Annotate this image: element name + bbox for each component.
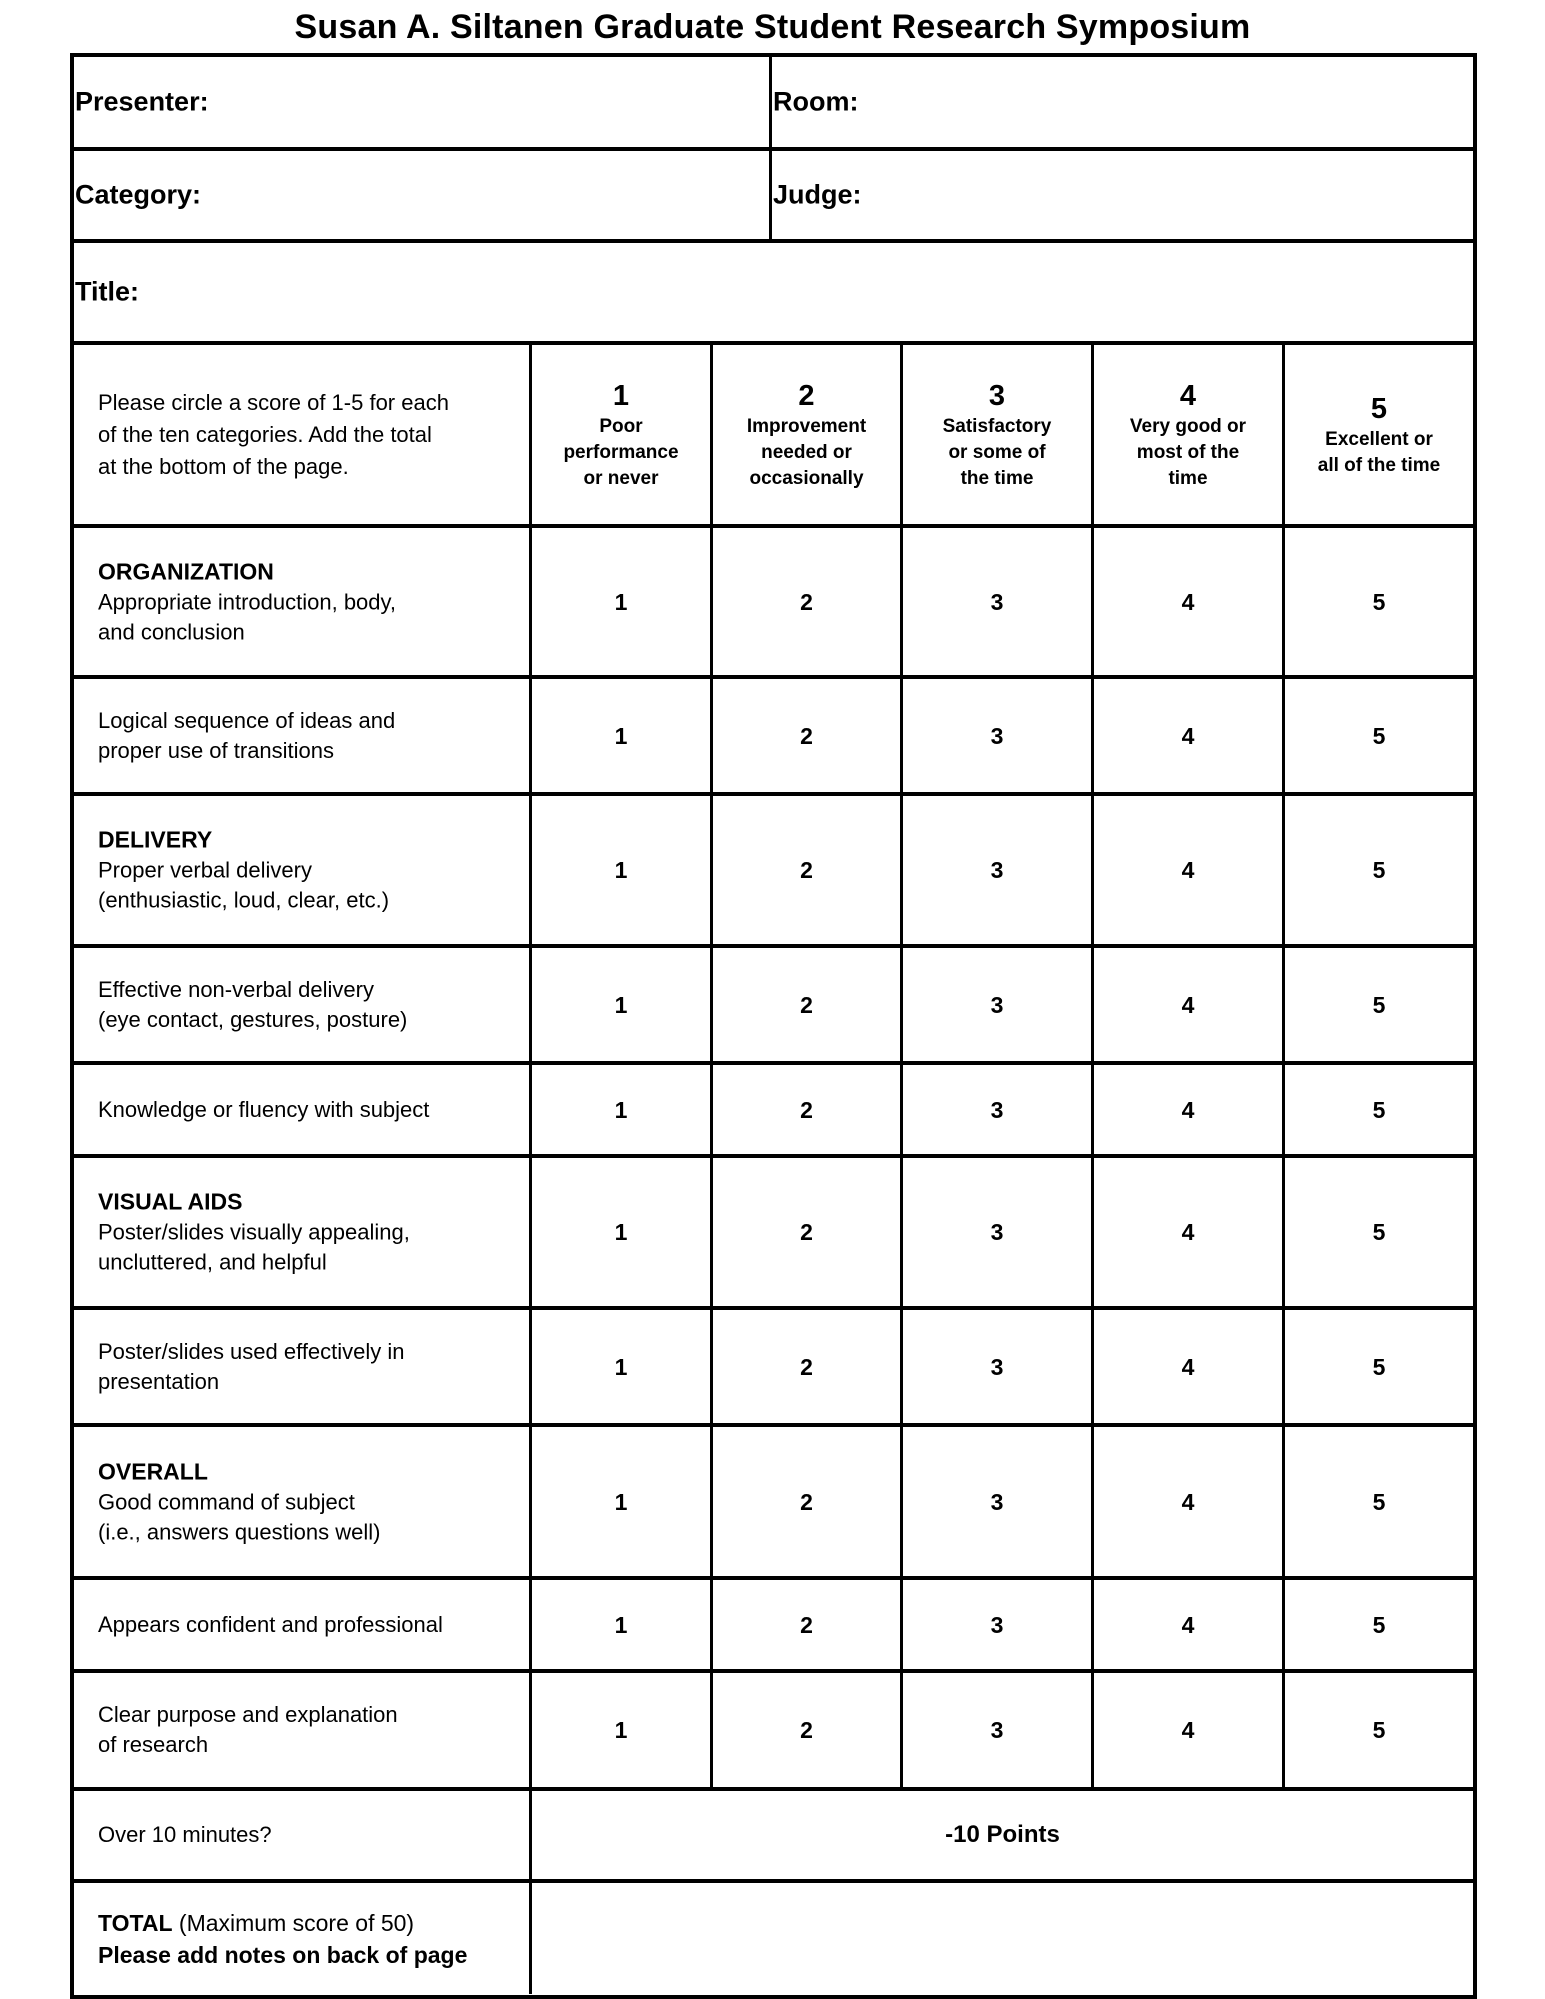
score-option-cell[interactable] [532, 1158, 713, 1306]
score-option[interactable]: 3 [990, 1219, 1004, 1245]
judge-label: Judge: [773, 179, 862, 210]
criterion-text [98, 1095, 523, 1125]
score-option[interactable]: 5 [1372, 722, 1386, 749]
info-row-presenter-room [74, 57, 1473, 147]
score-option[interactable]: 5 [1372, 588, 1386, 615]
score-option-cell[interactable] [903, 528, 1094, 675]
score-option-cell[interactable] [1094, 1580, 1285, 1669]
score-option[interactable]: 3 [990, 1611, 1004, 1638]
score-option-cell[interactable] [1285, 1427, 1473, 1576]
criterion-description: (eye contact, gestures, posture) [98, 1006, 408, 1032]
scale-score: 4 [1179, 379, 1197, 412]
scale-description: the time [960, 467, 1034, 489]
score-option-cell[interactable] [532, 1580, 713, 1669]
penalty-value-cell[interactable] [532, 1791, 1473, 1879]
score-option-cell[interactable] [1094, 1673, 1285, 1787]
criterion-row [74, 1576, 1473, 1669]
score-option-cell[interactable] [1094, 1065, 1285, 1154]
criterion-description-cell [74, 528, 532, 675]
criterion-text [98, 1187, 523, 1278]
criterion-description-cell [74, 1580, 532, 1669]
criterion-description: Poster/slides used effectively in [98, 1338, 405, 1364]
score-option[interactable]: 4 [1181, 1219, 1195, 1245]
total-label-wrap [98, 1907, 523, 1971]
instructions-line: of the ten categories. Add the total [98, 421, 432, 447]
score-option[interactable]: 5 [1372, 1611, 1386, 1638]
penalty-label-cell [74, 1791, 532, 1879]
scale-header-content [1285, 391, 1473, 479]
total-label-cell [74, 1883, 532, 1994]
criterion-text [98, 556, 523, 647]
scale-description: time [1168, 467, 1208, 489]
score-option[interactable]: 1 [614, 1353, 628, 1380]
criterion-description: (i.e., answers questions well) [98, 1519, 381, 1544]
score-option-cell[interactable] [532, 1673, 713, 1787]
score-option-cell[interactable] [532, 948, 713, 1061]
scale-description: Poor [599, 415, 643, 437]
score-option[interactable]: 4 [1181, 722, 1195, 749]
score-option[interactable]: 2 [800, 588, 813, 615]
score-option[interactable]: 2 [800, 1096, 813, 1123]
score-option-cell[interactable] [713, 1673, 903, 1787]
presenter-field[interactable] [74, 57, 772, 147]
criterion-description: Knowledge or fluency with subject [98, 1096, 430, 1122]
criterion-description: Logical sequence of ideas and [98, 707, 396, 733]
scale-header-5 [1285, 345, 1473, 524]
score-option-cell[interactable] [1094, 948, 1285, 1061]
score-option[interactable]: 2 [800, 857, 813, 883]
score-option[interactable]: 1 [614, 857, 628, 883]
criterion-description: uncluttered, and helpful [98, 1249, 327, 1275]
criterion-description-cell [74, 1427, 532, 1576]
scale-header-2 [713, 345, 903, 524]
score-option[interactable]: 5 [1372, 1717, 1386, 1743]
score-option-cell[interactable] [713, 1065, 903, 1154]
score-option-cell[interactable] [1094, 1310, 1285, 1423]
criterion-description-cell [74, 1310, 532, 1423]
penalty-label: Over 10 minutes? [98, 1822, 272, 1847]
criterion-row [74, 524, 1473, 675]
criterion-text [98, 825, 523, 916]
score-option-cell[interactable] [1285, 796, 1473, 944]
score-option[interactable]: 3 [990, 1096, 1004, 1123]
scale-header-3 [903, 345, 1094, 524]
scale-description: Excellent or [1325, 428, 1433, 450]
score-option-cell[interactable] [713, 948, 903, 1061]
score-option-cell[interactable] [532, 796, 713, 944]
score-option[interactable]: 4 [1181, 1488, 1195, 1515]
score-option-cell[interactable] [1285, 1158, 1473, 1306]
score-option[interactable]: 3 [990, 1488, 1004, 1515]
criterion-row [74, 1423, 1473, 1576]
score-option[interactable]: 2 [800, 1717, 813, 1743]
scale-header-1 [532, 345, 713, 524]
criterion-description: Appropriate introduction, body, [98, 589, 396, 614]
instructions-cell [74, 345, 532, 524]
score-option-cell[interactable] [713, 1580, 903, 1669]
score-option-cell[interactable] [532, 528, 713, 675]
criterion-description-cell [74, 796, 532, 944]
score-option-cell[interactable] [903, 1673, 1094, 1787]
score-option-cell[interactable] [713, 528, 903, 675]
score-option-cell[interactable] [713, 1427, 903, 1576]
scale-description: all of the time [1317, 454, 1441, 476]
scale-header-content [1094, 378, 1282, 492]
scale-description: most of the [1136, 441, 1240, 463]
score-option[interactable]: 1 [614, 991, 628, 1018]
judging-rubric-table [70, 53, 1477, 1999]
scale-description: or some of [948, 441, 1046, 463]
criterion-heading: OVERALL [98, 1458, 208, 1484]
scale-description: Improvement [746, 415, 867, 437]
title-field[interactable] [74, 243, 1473, 341]
criterion-description: Effective non-verbal delivery [98, 976, 374, 1002]
score-option-cell[interactable] [1285, 1673, 1473, 1787]
scale-description: Very good or [1129, 415, 1247, 437]
criterion-description-cell [74, 1158, 532, 1306]
instructions-line: at the bottom of the page. [98, 453, 349, 479]
score-option-cell[interactable] [532, 1065, 713, 1154]
scale-header-4 [1094, 345, 1285, 524]
criterion-description: Proper verbal delivery [98, 857, 312, 883]
instructions-line: Please circle a score of 1-5 for each [98, 389, 449, 415]
instructions-text [98, 387, 523, 483]
score-option-cell[interactable] [713, 796, 903, 944]
score-option[interactable]: 3 [990, 1353, 1004, 1380]
criterion-row [74, 792, 1473, 944]
score-option[interactable]: 2 [800, 1488, 813, 1515]
score-option[interactable]: 4 [1181, 1611, 1195, 1638]
score-option-cell[interactable] [713, 1158, 903, 1306]
criterion-text [98, 1610, 523, 1640]
score-option[interactable]: 4 [1181, 1096, 1195, 1123]
score-option[interactable]: 2 [800, 1611, 813, 1638]
score-option[interactable]: 4 [1181, 991, 1195, 1018]
notes-instruction: Please add notes on back of page [98, 1941, 468, 1968]
presenter-label: Presenter: [75, 86, 209, 117]
criterion-heading: DELIVERY [98, 826, 213, 853]
penalty-row [74, 1787, 1473, 1879]
criterion-text [98, 1456, 523, 1547]
criterion-description: Good command of subject [98, 1489, 355, 1514]
room-field[interactable] [772, 57, 1473, 147]
scale-score: 3 [988, 379, 1006, 412]
score-option[interactable]: 2 [800, 991, 813, 1018]
score-option-cell[interactable] [1285, 1065, 1473, 1154]
scale-description: occasionally [749, 467, 864, 489]
info-row-title [74, 239, 1473, 341]
scale-score: 1 [612, 379, 630, 412]
score-option[interactable]: 2 [800, 722, 813, 749]
score-option-cell[interactable] [1094, 528, 1285, 675]
criterion-description-cell [74, 679, 532, 792]
score-option-cell[interactable] [903, 1310, 1094, 1423]
scale-score: 5 [1370, 392, 1388, 425]
criterion-description: Poster/slides visually appealing, [98, 1219, 410, 1245]
score-option-cell[interactable] [532, 1427, 713, 1576]
score-option[interactable]: 1 [614, 588, 628, 615]
score-option-cell[interactable] [903, 679, 1094, 792]
score-option-cell[interactable] [903, 1580, 1094, 1669]
scale-score: 2 [798, 379, 815, 412]
scale-description: needed or [761, 441, 852, 463]
scale-header-row [74, 341, 1473, 524]
criterion-text [98, 706, 523, 766]
score-option-cell[interactable] [1094, 1427, 1285, 1576]
score-option[interactable]: 3 [990, 857, 1004, 883]
criterion-text [98, 975, 523, 1035]
score-option[interactable]: 5 [1372, 1096, 1386, 1123]
score-option[interactable]: 4 [1181, 1717, 1195, 1743]
score-option[interactable]: 3 [990, 722, 1004, 749]
score-option[interactable]: 1 [614, 1611, 628, 1638]
score-option-cell[interactable] [1285, 1580, 1473, 1669]
score-option-cell[interactable] [713, 679, 903, 792]
criterion-description-cell [74, 1673, 532, 1787]
total-row [74, 1879, 1473, 1994]
score-option[interactable]: 5 [1372, 1488, 1386, 1515]
score-option-cell[interactable] [903, 1427, 1094, 1576]
score-option-cell[interactable] [532, 679, 713, 792]
score-option-cell[interactable] [903, 1158, 1094, 1306]
score-option[interactable]: 1 [614, 1219, 628, 1245]
criterion-description: (enthusiastic, loud, clear, etc.) [98, 887, 390, 913]
score-option[interactable]: 5 [1372, 857, 1386, 883]
score-option[interactable]: 5 [1372, 1353, 1386, 1380]
penalty-label-wrap [98, 1820, 523, 1850]
score-option[interactable]: 4 [1181, 857, 1195, 883]
score-option-cell[interactable] [903, 796, 1094, 944]
score-option[interactable]: 3 [990, 1717, 1004, 1743]
score-option-cell[interactable] [1285, 948, 1473, 1061]
criterion-row [74, 1061, 1473, 1154]
score-option[interactable]: 5 [1372, 1219, 1386, 1245]
total-label: TOTAL [98, 1909, 173, 1936]
score-option-cell[interactable] [1094, 679, 1285, 792]
category-label: Category: [75, 179, 202, 210]
criterion-heading: ORGANIZATION [98, 558, 274, 584]
criterion-description: Clear purpose and explanation [98, 1702, 398, 1727]
criterion-description: proper use of transitions [98, 737, 335, 763]
criterion-row [74, 1669, 1473, 1787]
score-option-cell[interactable] [903, 1065, 1094, 1154]
scale-header-content [903, 378, 1091, 492]
total-score-field[interactable] [532, 1883, 1473, 1994]
score-option-cell[interactable] [1285, 679, 1473, 792]
total-label-line [98, 1907, 523, 1939]
criterion-text [98, 1700, 523, 1760]
criterion-description-cell [74, 1065, 532, 1154]
criterion-row [74, 1306, 1473, 1423]
room-label: Room: [773, 86, 859, 117]
score-option-cell[interactable] [713, 1310, 903, 1423]
score-option[interactable]: 1 [614, 1488, 628, 1515]
criterion-row [74, 675, 1473, 792]
page-title: Susan A. Siltanen Graduate Student Research Symposium [294, 8, 1251, 46]
score-option[interactable]: 2 [800, 1353, 813, 1380]
score-option[interactable]: 4 [1181, 1353, 1195, 1380]
penalty-value: -10 Points [945, 1821, 1060, 1848]
score-option[interactable]: 4 [1181, 588, 1195, 615]
score-option-cell[interactable] [1285, 1310, 1473, 1423]
scale-description: Satisfactory [942, 415, 1052, 437]
criterion-description: and conclusion [98, 619, 245, 644]
scale-description: or never [583, 467, 659, 489]
score-option-cell[interactable] [1285, 528, 1473, 675]
scale-description: performance [563, 441, 679, 463]
criterion-description-cell [74, 948, 532, 1061]
criterion-heading: VISUAL AIDS [98, 1188, 243, 1215]
category-field[interactable] [74, 151, 772, 239]
score-option-cell[interactable] [1094, 1158, 1285, 1306]
score-option-cell[interactable] [1094, 796, 1285, 944]
score-option[interactable]: 1 [614, 1096, 628, 1123]
criterion-row [74, 944, 1473, 1061]
criterion-description: Appears confident and professional [98, 1611, 443, 1637]
scale-header-content [532, 378, 710, 492]
score-option[interactable]: 5 [1372, 991, 1386, 1018]
criterion-row [74, 1154, 1473, 1306]
score-option-cell[interactable] [903, 948, 1094, 1061]
score-option[interactable]: 1 [614, 722, 628, 749]
criterion-text [98, 1337, 523, 1397]
info-row-category-judge [74, 147, 1473, 239]
score-option[interactable]: 3 [990, 991, 1004, 1018]
title-label: Title: [75, 276, 140, 307]
criterion-description: of research [98, 1732, 209, 1757]
score-option[interactable]: 3 [990, 588, 1004, 615]
criterion-description: presentation [98, 1368, 220, 1394]
score-option[interactable]: 2 [800, 1219, 813, 1245]
total-max-note: (Maximum score of 50) [172, 1909, 415, 1936]
scale-header-content [713, 378, 900, 492]
judge-field[interactable] [772, 151, 1473, 239]
score-option-cell[interactable] [532, 1310, 713, 1423]
score-option[interactable]: 1 [614, 1717, 628, 1743]
